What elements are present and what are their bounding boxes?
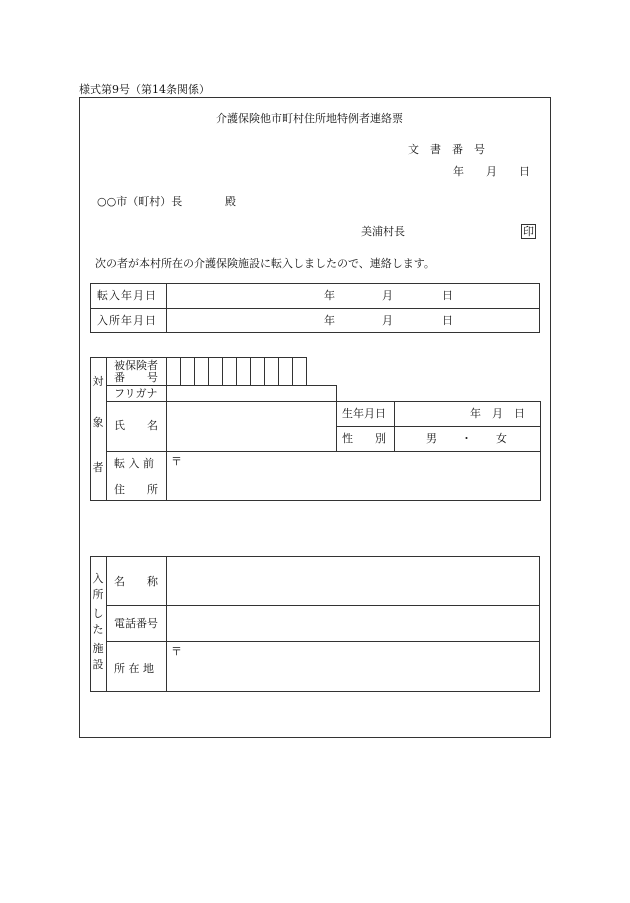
sex-female: 女: [496, 432, 507, 445]
move-in-day: 日: [442, 289, 453, 302]
addressee: ○○市（町村）長: [97, 195, 183, 208]
birthdate-label: 生年月日: [342, 407, 386, 420]
move-in-month: 月: [382, 289, 393, 302]
name-label: 氏 名: [114, 419, 158, 432]
facility-address-label: 所 在 地: [114, 662, 154, 675]
subject-side-label: 対 象 者: [92, 375, 104, 474]
insured-number-label-1: 被保険者: [114, 359, 158, 372]
sender: 美浦村長: [361, 225, 405, 238]
prev-address-label-2: 住 所: [114, 483, 158, 496]
prev-address-postal-mark: 〒: [171, 455, 182, 468]
form-number: 様式第9号（第14条関係）: [79, 83, 210, 96]
move-in-year: 年: [324, 289, 335, 302]
facility-side-label: 入 所 し た 施 設: [92, 572, 104, 671]
facility-phone-label: 電話番号: [114, 617, 158, 630]
admission-day: 日: [442, 314, 453, 327]
sex-label: 性 別: [342, 432, 386, 445]
issue-date: 年 月 日: [453, 165, 530, 178]
honorific: 殿: [225, 195, 236, 208]
doc-number-label: 文 書 番 号: [408, 143, 485, 156]
admission-month: 月: [382, 314, 393, 327]
intro-text: 次の者が本村所在の介護保険施設に転入しましたので、連絡します。: [95, 257, 435, 270]
admission-date-label: 入所年月日: [97, 314, 157, 327]
seal-mark: 印: [523, 225, 534, 238]
sex-separator: ・: [461, 432, 472, 445]
admission-year: 年: [324, 314, 335, 327]
move-in-date-label: 転入年月日: [97, 289, 157, 302]
birthdate-value: 年 月 日: [470, 407, 525, 420]
furigana-label: フリガナ: [114, 387, 158, 400]
facility-name-label: 名 称: [114, 575, 158, 588]
sex-male: 男: [426, 432, 437, 445]
prev-address-label-1: 転 入 前: [114, 457, 154, 470]
insured-number-label-2: 番 号: [114, 371, 158, 384]
form-title: 介護保険他市町村住所地特例者連絡票: [216, 112, 403, 125]
facility-postal-mark: 〒: [171, 645, 182, 658]
